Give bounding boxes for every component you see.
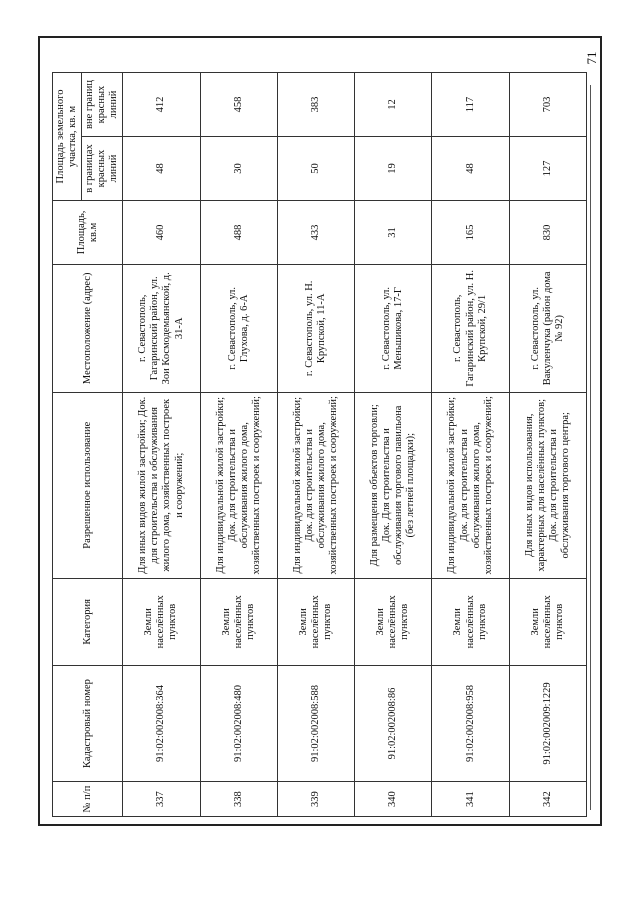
cell-cadastral: 91:02:002008:86: [355, 665, 432, 781]
cell-category: Земли населённых пунктов: [200, 578, 277, 665]
cell-location: г. Севастополь, Гагаринский район, ул. Зои Космодемьянской, д. 31-А: [123, 264, 200, 392]
cell-use: Для индивидуальной жилой застройки; Док. для строительства и обслуживания жилого дома, хозяйственных построек и сооружений;: [432, 392, 509, 578]
cell-use: Для иных видов использования, характерных для населённых пунктов; Док. для строительства и обслуживания торгового центра;: [509, 392, 586, 578]
cell-cadastral: 91:02:002008:364: [123, 665, 200, 781]
cell-category: Земли населённых пунктов: [432, 578, 509, 665]
cell-cadastral: 91:02:002008:480: [200, 665, 277, 781]
cell-outside: 117: [432, 73, 509, 137]
cell-num: 338: [200, 782, 277, 817]
header-category: Категория: [53, 578, 123, 665]
rotated-table-wrapper: [52, 72, 587, 817]
cell-cadastral: 91:02:002008:588: [277, 665, 354, 781]
cell-outside: 703: [509, 73, 586, 137]
cell-area: 830: [509, 200, 586, 264]
header-location: Местоположение (адрес): [53, 264, 123, 392]
cell-cadastral: 91:02:002008:958: [432, 665, 509, 781]
cell-inside: 48: [432, 137, 509, 201]
cell-outside: 412: [123, 73, 200, 137]
header-land-area: Площадь земельного участка, кв. м: [53, 73, 82, 201]
table-row: [355, 73, 432, 817]
table-row: [123, 73, 200, 817]
table-row: [509, 73, 586, 817]
cell-category: Земли населённых пунктов: [123, 578, 200, 665]
footer-rule: [590, 85, 591, 810]
table-row: [277, 73, 354, 817]
cell-category: Земли населённых пунктов: [277, 578, 354, 665]
cell-num: 341: [432, 782, 509, 817]
cell-use: Для индивидуальной жилой застройки; Док. для строительства и обслуживания жилого дома, хозяйственных построек и сооружений;: [200, 392, 277, 578]
cell-inside: 19: [355, 137, 432, 201]
header-cadastral: Кадастровый номер: [53, 665, 123, 781]
page-number: 71: [584, 51, 599, 65]
cell-num: 342: [509, 782, 586, 817]
cell-inside: 30: [200, 137, 277, 201]
cell-location: г. Севастополь, ул. Глухова, д. 6-А: [200, 264, 277, 392]
cell-outside: 12: [355, 73, 432, 137]
cell-num: 339: [277, 782, 354, 817]
header-area: Площадь, кв.м: [53, 200, 123, 264]
header-outside-red: вне границ красных линий: [82, 73, 123, 137]
cell-location: г. Севастополь, ул. Н. Крупской, 11-А: [277, 264, 354, 392]
cell-area: 460: [123, 200, 200, 264]
cell-inside: 127: [509, 137, 586, 201]
header-num: № п/п: [53, 782, 123, 817]
cell-outside: 383: [277, 73, 354, 137]
cell-category: Земли населённых пунктов: [355, 578, 432, 665]
cell-inside: 50: [277, 137, 354, 201]
table-row: [432, 73, 509, 817]
cell-use: Для иных видов жилой застройки; Док. для строительства и обслуживания жилого дома, хозяйственных построек и сооружений;: [123, 392, 200, 578]
cell-location: г. Севастополь, Гагаринский район, ул. Н. Крупской, 29/1: [432, 264, 509, 392]
table-sheet: [52, 72, 587, 817]
cell-area: 433: [277, 200, 354, 264]
cell-use: Для размещения объектов торговли; Док. Для строительства и обслуживания торгового павильона (без летней площадки);: [355, 392, 432, 578]
cell-area: 165: [432, 200, 509, 264]
table-row: [200, 73, 277, 817]
cell-location: г. Севастополь, ул. Меньшикова, 17-Г: [355, 264, 432, 392]
cell-location: г. Севастополь, ул. Вакуленчука (район дома № 92): [509, 264, 586, 392]
cell-inside: 48: [123, 137, 200, 201]
cell-num: 337: [123, 782, 200, 817]
cell-outside: 458: [200, 73, 277, 137]
cell-cadastral: 91:02:002009:1229: [509, 665, 586, 781]
header-use: Разрешенное использование: [53, 392, 123, 578]
cell-area: 31: [355, 200, 432, 264]
cell-use: Для индивидуальной жилой застройки; Док. для строительства и обслуживания жилого дома, хозяйственных построек и сооружений;: [277, 392, 354, 578]
cell-area: 488: [200, 200, 277, 264]
cell-num: 340: [355, 782, 432, 817]
cell-category: Земли населённых пунктов: [509, 578, 586, 665]
header-inside-red: в границах красных линий: [82, 137, 123, 201]
land-plots-table: [52, 72, 587, 817]
